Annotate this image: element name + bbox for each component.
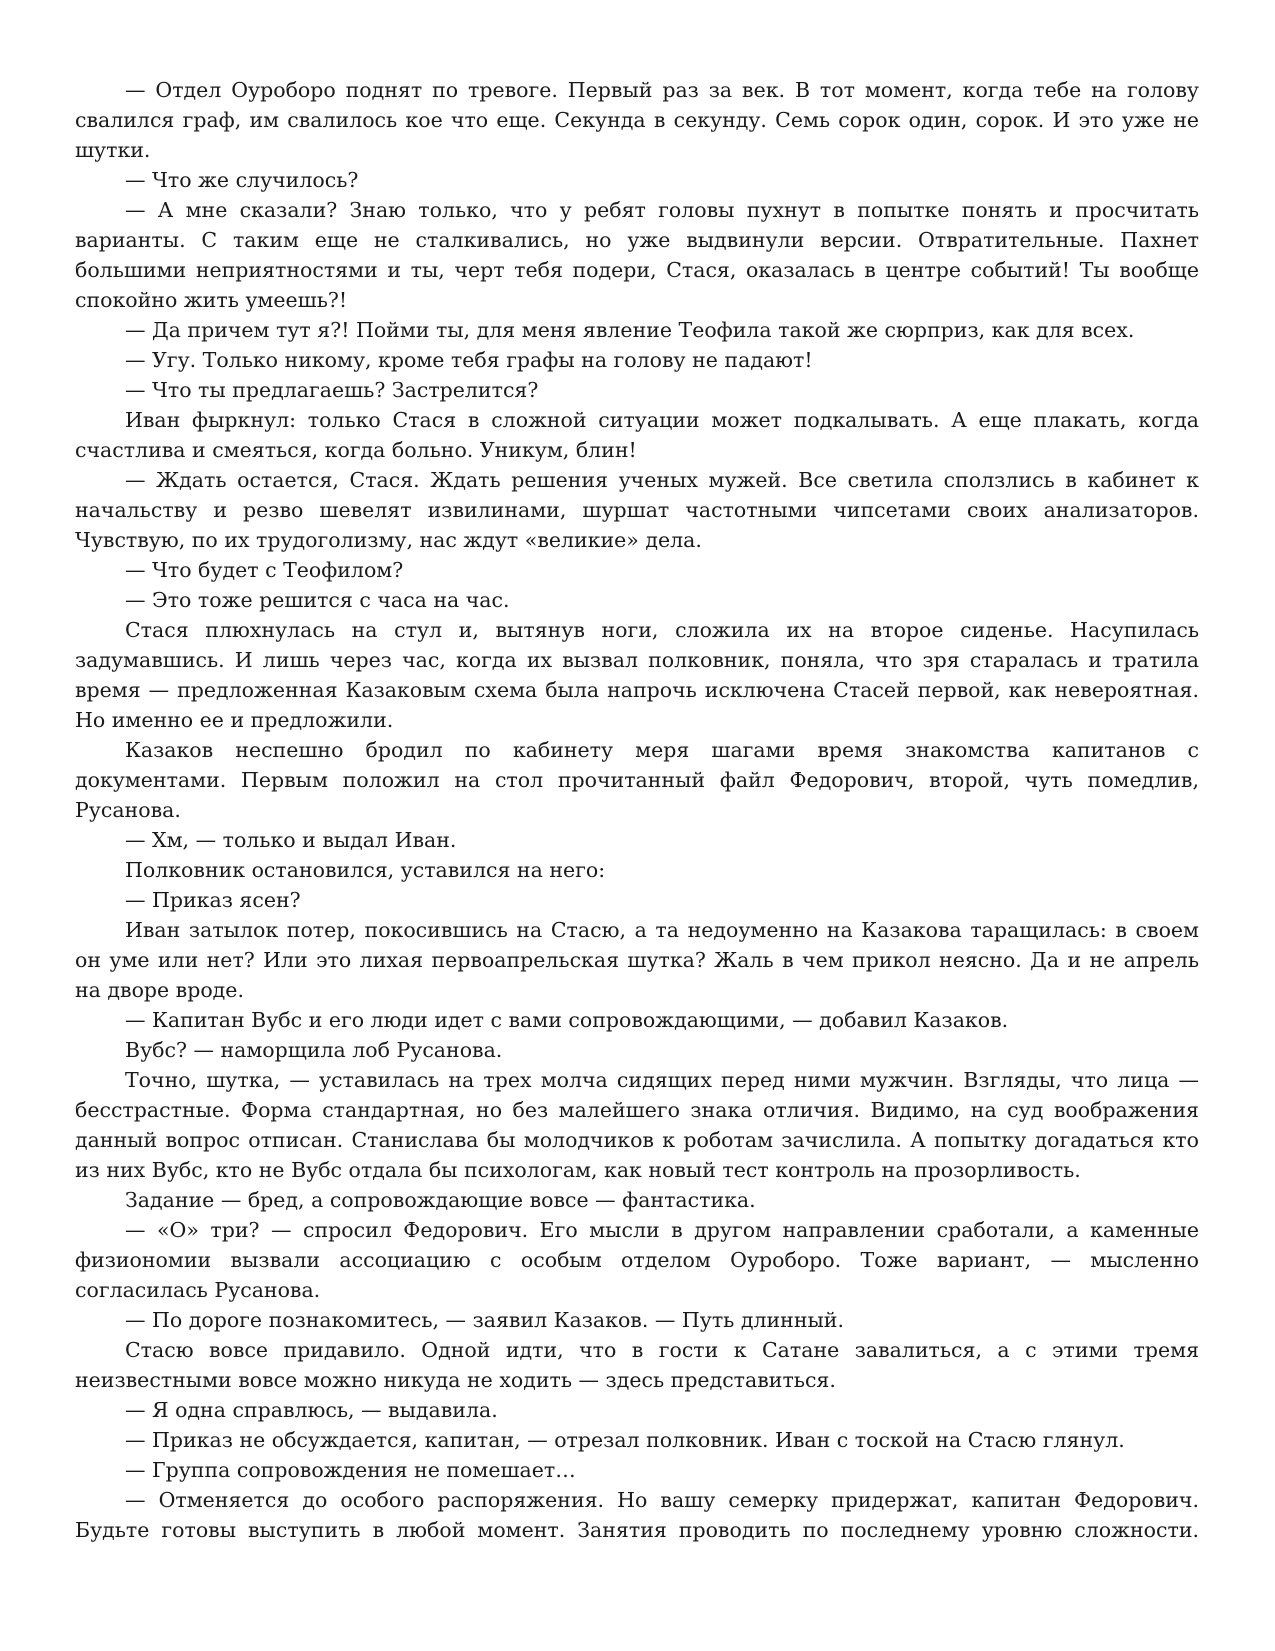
paragraph: — Группа сопровождения не помешает… [125,1458,576,1482]
paragraph: — По дороге познакомитесь, — заявил Казаков. — Путь длинный. [125,1308,844,1332]
paragraph: — Хм, — только и выдал Иван. [125,828,457,852]
paragraph: Полковник остановился, уставился на него: [125,858,606,882]
book-page [75,75,1199,1545]
paragraph: — Приказ ясен? [125,888,301,912]
paragraph: — Что ты предлагаешь? Застрелится? [125,378,539,402]
paragraph: — Отдел Оуроборо поднят по тревоге. Первый раз за век. В тот момент, когда тебе на голову свалился граф, им свалилось кое что еще. Секунда в секунду. Семь сорок один, сорок. И это уже не шутки. [75,78,1199,162]
paragraph: Иван фыркнул: только Стася в сложной ситуации может подкалывать. А еще плакать, когда счастлива и смеяться, когда больно. Уникум, блин! [75,408,1199,462]
paragraph: — Это тоже решится с часа на час. [125,588,510,612]
paragraph: — Что же случилось? [125,168,359,192]
paragraph: — Что будет с Теофилом? [125,558,404,582]
paragraph: — Приказ не обсуждается, капитан, — отрезал полковник. Иван с тоской на Стасю глянул. [125,1428,1125,1452]
paragraph: Казаков неспешно бродил по кабинету меря шагами время знакомства капитанов с документами. Первым положил на стол прочитанный файл Федорович, второй, чуть помедлив, Русанова. [75,738,1199,822]
paragraph: — Ждать остается, Стася. Ждать решения ученых мужей. Все светила сползлись в кабинет к начальству и резво шевелят извилинами, шуршат частотными чипсетами своих анализаторов. Чувствую, по их трудоголизму, нас ждут «великие» дела. [75,468,1199,552]
paragraph: — Отменяется до особого распоряжения. Но вашу семерку придержат, капитан Федорович. Будьте готовы выступить в любой момент. Занятия проводить по последнему уровню сложности. [75,1488,1199,1542]
paragraph: Вубс? — наморщила лоб Русанова. [125,1038,503,1062]
paragraph: — «О» три? — спросил Федорович. Его мысли в другом направлении сработали, а каменные физиономии вызвали ассоциацию с особым отделом Оуроборо. Тоже вариант, — мысленно согласилась Русанова. [75,1218,1199,1302]
paragraph: Иван затылок потер, покосившись на Стасю, а та недоуменно на Казакова таращилась: в своем он уме или нет? Или это лихая первоапрельская шутка? Жаль в чем прикол неясно. Да и не апрель на дворе вроде. [75,918,1199,1002]
paragraph: Стасю вовсе придавило. Одной идти, что в гости к Сатане завалиться, а с этими тремя неизвестными вовсе можно никуда не ходить — здесь представиться. [75,1338,1199,1392]
paragraph: — Я одна справлюсь, — выдавила. [125,1398,498,1422]
paragraph: — А мне сказали? Знаю только, что у ребят головы пухнут в попытке понять и просчитать варианты. С таким еще не сталкивались, но уже выдвинули версии. Отвратительные. Пахнет большими неприятностями и ты, черт тебя подери, Стася, оказалась в центре событий! Ты вообще спокойно жить умеешь?! [75,198,1199,312]
paragraph: — Угу. Только никому, кроме тебя графы на голову не падают! [125,348,813,372]
paragraph: — Да причем тут я?! Пойми ты, для меня явление Теофила такой же сюрприз, как для всех. [125,318,1135,342]
paragraph: — Капитан Вубс и его люди идет с вами сопровождающими, — добавил Казаков. [125,1008,1009,1032]
paragraph: Стася плюхнулась на стул и, вытянув ноги, сложила их на второе сиденье. Насупилась задумавшись. И лишь через час, когда их вызвал полковник, поняла, что зря старалась и тратила время — предложенная Казаковым схема была напрочь исключена Стасей первой, как невероятная. Но именно ее и предложили. [75,618,1199,732]
paragraph: Задание — бред, а сопровождающие вовсе — фантастика. [125,1188,756,1212]
paragraph: Точно, шутка, — уставилась на трех молча сидящих перед ними мужчин. Взгляды, что лица — бесстрастные. Форма стандартная, но без малейшего знака отличия. Видимо, на суд воображения данный вопрос отписан. Станислава бы молодчиков к роботам зачислила. А попытку догадаться кто из них Вубс, кто не Вубс отдала бы психологам, как новый тест контроль на прозорливость. [75,1068,1199,1182]
